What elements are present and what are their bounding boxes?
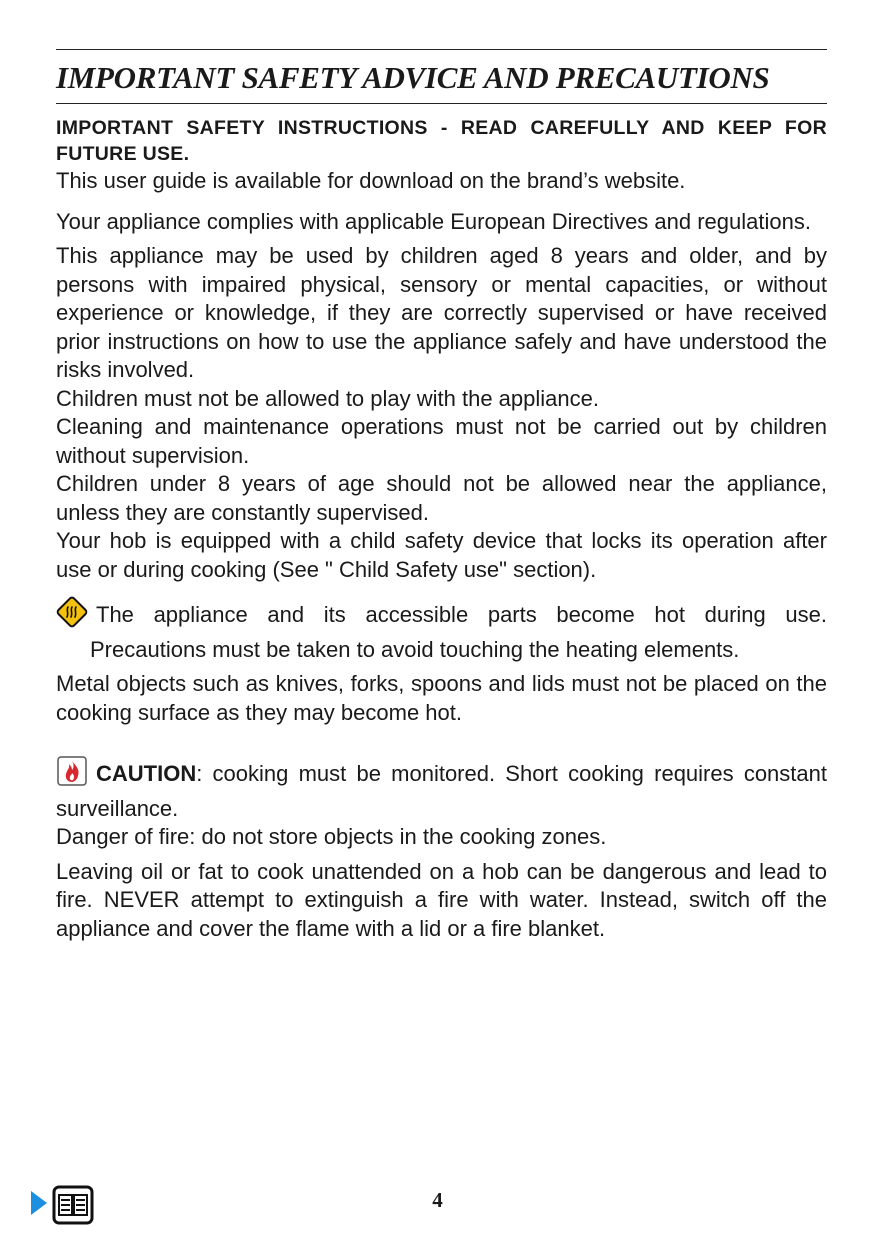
caution-paragraph — [56, 755, 827, 823]
page-title: IMPORTANT SAFETY ADVICE AND PRECAUTIONS — [56, 60, 770, 95]
directives-paragraph: Your appliance complies with applicable European Directives and regulations. — [56, 208, 811, 234]
caution-label: CAUTION — [96, 761, 197, 786]
child-lock-paragraph: Your hob is equipped with a child safety device that locks its operation after use or during cooking (See " Child Safety use" section). — [56, 528, 827, 582]
header-top-rule — [56, 49, 827, 50]
children-aged-paragraph: This appliance may be used by children aged 8 years and older, and by persons with impaired physical, sensory or mental capacities, or without experience or knowledge, if they are correctly supervised or have received prior instructions on how to use the appliance safely and have understood the risks involved. — [56, 243, 827, 382]
hot-surface-warning-icon — [56, 596, 88, 636]
oil-fire-paragraph: Leaving oil or fat to cook unattended on a hob can be dangerous and lead to fire. NEVER attempt to extinguish a fire with water. Instead, switch off the appliance and cover the flame with a lid or a fire blanket. — [56, 858, 827, 941]
safety-instructions-heading: IMPORTANT SAFETY INSTRUCTIONS - READ CAREFULLY AND KEEP FOR FUTURE USE. — [56, 117, 827, 165]
hot-warning-line1: The appliance and its accessible parts become hot during use. — [96, 602, 827, 627]
page-number: 4 — [432, 1188, 443, 1212]
caution-text: : cooking must be monitored. Short cooking requires constant surveillance. — [56, 761, 827, 821]
download-note: This user guide is available for download on the brand’s website. — [56, 168, 686, 193]
no-play-paragraph: Children must not be allowed to play with the appliance. — [56, 385, 599, 411]
hot-warning-paragraph — [56, 596, 827, 636]
fire-warning-icon — [56, 755, 88, 795]
fire-storage-paragraph: Danger of fire: do not store objects in the cooking zones. — [56, 824, 607, 849]
hot-warning-line2: Precautions must be taken to avoid touching the heating elements. — [90, 636, 740, 662]
metal-objects-paragraph: Metal objects such as knives, forks, spoons and lids must not be placed on the cooking surface as they may become hot. — [56, 671, 827, 725]
header-bottom-rule — [56, 103, 827, 104]
under-8-paragraph: Children under 8 years of age should not be allowed near the appliance, unless they are constantly supervised. — [56, 471, 827, 525]
cleaning-paragraph: Cleaning and maintenance operations must not be carried out by children without supervision. — [56, 414, 827, 468]
main-content — [56, 115, 827, 943]
